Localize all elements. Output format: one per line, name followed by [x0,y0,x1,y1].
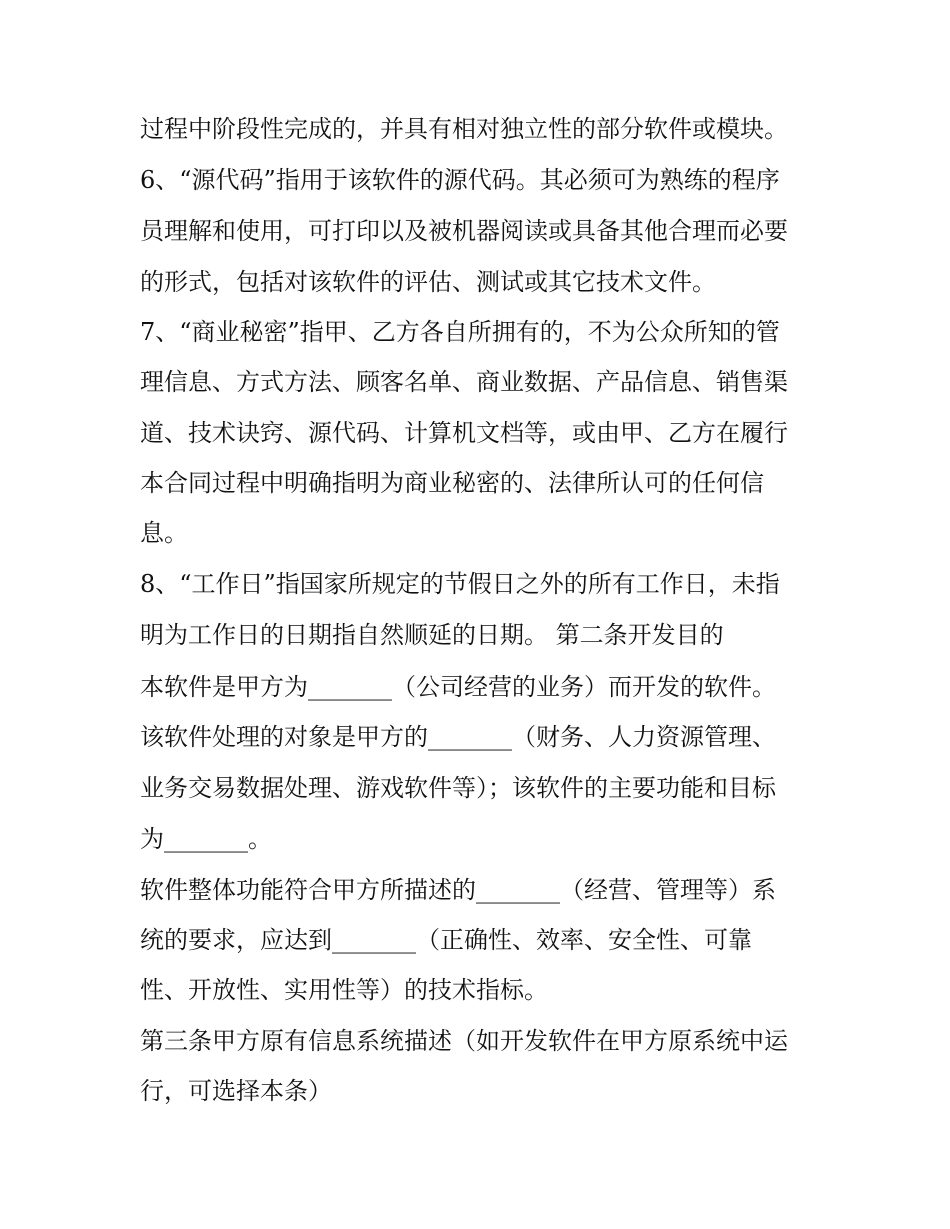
text-line: 行，可选择本条） [140,1077,332,1105]
text-line: 7、“商业秘密”指甲、乙方各自所拥有的，不为公众所知的管 [140,318,780,346]
text-line: 8、“工作日”指国家所规定的节假日之外的所有工作日，未指 [140,570,780,598]
text-line: 明为工作日的日期指自然顺延的日期。 第二条开发目的 [140,621,724,649]
text-line: 本合同过程中明确指明为商业秘密的、法律所认可的任何信 [140,469,764,497]
text-line: 6、“源代码”指用于该软件的源代码。其必须可为熟练的程序 [140,166,780,194]
text-line: 息。 [140,519,188,547]
text-line: 理信息、方式方法、顾客名单、商业数据、产品信息、销售渠 [140,368,788,396]
text-line: 道、技术诀窍、源代码、计算机文档等，或由甲、乙方在履行 [140,419,788,447]
text-line: 第三条甲方原有信息系统描述（如开发软件在甲方原系统中运 [140,1027,788,1055]
text-line: 性、开放性、实用性等）的技术指标。 [140,976,548,1004]
text-line: 过程中阶段性完成的，并具有相对独立性的部分软件或模块。 [140,115,788,143]
text-line: 的形式，包括对该软件的评估、测试或其它技术文件。 [140,268,716,296]
text-line: 软件整体功能符合甲方所描述的_______（经营、管理等）系 [140,876,776,904]
text-line: 员理解和使用，可打印以及被机器阅读或具备其他合理而必要 [140,217,788,245]
text-line: 本软件是甲方为_______（公司经营的业务）而开发的软件。 [140,673,776,701]
text-line: 该软件处理的对象是甲方的_______（财务、人力资源管理、 [140,723,776,751]
text-line: 业务交易数据处理、游戏软件等）；该软件的主要功能和目标 [140,774,776,802]
text-line: 统的要求，应达到_______（正确性、效率、安全性、可靠 [140,926,752,954]
text-line: 为_______。 [140,825,272,853]
